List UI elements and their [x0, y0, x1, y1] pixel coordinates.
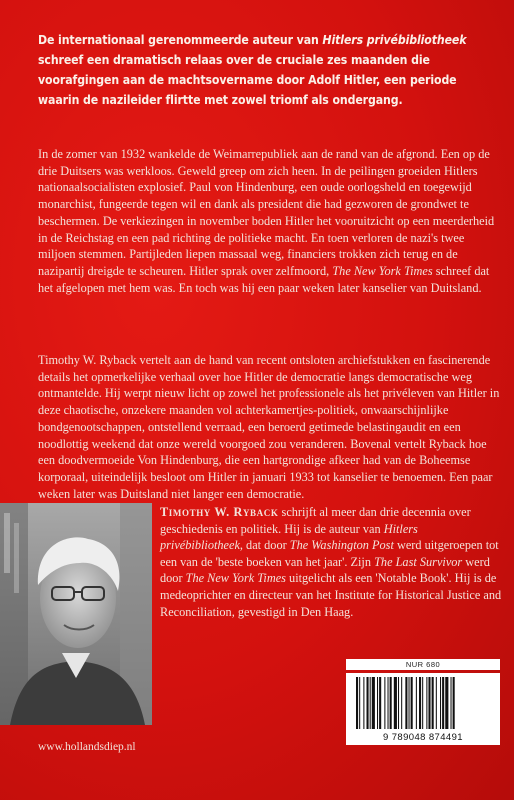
barcode-bar [390, 677, 392, 729]
summary-paragraph-1 [38, 146, 500, 296]
barcode-bar [411, 677, 413, 729]
barcode-bar [453, 677, 455, 729]
para1-text-2: schreef dat het afgelopen met hem was. En toch was hij een paar weken later kanselier van Duitsland. [38, 263, 490, 295]
lead-text-2: schreef een dramatisch relaas over de cruciale zes maanden die voorafgingen aan de machtsovername door Adolf Hitler, een periode waarin de nazileider flirtte met zowel triomf als ondergang. [38, 53, 457, 107]
barcode-bar [440, 677, 441, 729]
barcode-bar [442, 677, 444, 729]
summary-paragraph-2: Timothy W. Ryback vertelt aan de hand van recent ontsloten archiefstukken en fascinerende details het opmerkelijke verhaal over hoe Hitler de democratie langs democratische weg ontmantelde. Hij werpt nieuw licht op zowel het professionele als het privéleven van Hitler in deze chaotische, onzekere maanden vol achterkamertjes-politiek, onwaarschijnlijke bondgenootschappen, ontstellend verraad, een beroerd getimede belastingaudit en een noodlottig weekend dat onze wereld voorgoed zou veranderen. Bovenal vertelt Ryback hoe een doodvermoeide Von Hindenburg, die een hartgrondige afkeer had van de Boheemse korporaal, uiteindelijk besloot om Hitler in januari 1933 tot kanselier te benoemen. Een paar weken later was Duitsland niet langer een democratie. [38, 353, 500, 501]
barcode-bar [356, 677, 358, 729]
barcode-bar [405, 677, 407, 729]
barcode-bar [363, 677, 364, 729]
barcode-bar [367, 677, 369, 729]
author-portrait-image [0, 503, 152, 725]
barcode-bar [372, 677, 375, 729]
barcode-bar [416, 677, 417, 729]
barcode-bar [419, 677, 421, 729]
barcode-bar [432, 677, 434, 729]
bio-newspaper-2: The New York Times [185, 571, 286, 586]
barcode-bar [388, 677, 389, 729]
barcode-bar [394, 677, 397, 729]
bio-text-5: uitgelicht als een 'Notable Book'. Hij is de medeoprichter en directeur van het Institute for Historical Justice and Reconciliation, gevestigd in Den Haag. [160, 571, 502, 619]
author-photo [0, 503, 152, 725]
bio-text-4: werd door [160, 554, 490, 586]
barcode-bar [379, 677, 381, 729]
barcode-bar [428, 677, 430, 729]
barcode-bar [409, 677, 410, 729]
barcode-bar [436, 677, 437, 729]
bio-newspaper-1: The Washington Post [289, 538, 394, 553]
nur-code: NUR 680 [346, 659, 500, 670]
barcode-bar [384, 677, 385, 729]
barcode-bars [346, 673, 500, 731]
isbn-number: 9 789048 874491 [346, 731, 500, 744]
publisher-website[interactable]: www.hollandsdiep.nl [38, 741, 136, 753]
barcode-bar [377, 677, 378, 729]
bio-book-1: Hitlers privébibliotheek [160, 521, 418, 553]
bio-book-2: The Last Survivor [374, 554, 463, 569]
barcode-bar [422, 677, 423, 729]
lead-paragraph [38, 30, 498, 110]
lead-book-title: Hitlers privébibliotheek [322, 33, 467, 47]
lead-text-1: De internationaal gerenommeerde auteur van [38, 33, 323, 47]
bio-text-3: werd uitgeroepen tot een van de 'beste boeken van het jaar'. Zijn [160, 538, 499, 569]
para1-text-1: In de zomer van 1932 wankelde de Weimarrepubliek aan de rand van de afgrond. Een op de drie Duitsers was werkloos. Geweld greep om zich heen. In de peilingen groeiden Hitlers nationaalsocialisten explosief. Paul von Hindenburg, een oude oorlogsheld en toegewijd monarchist, fungeerde tegen wil en dank als president die had gezworen de grondwet te beschermen. De verkiezingen in november boden Hitler het vooruitzicht op een meerderheid in de Reichstag en een pad richting de politieke macht. En toen verloren de nazi's twee miljoen stemmen. Partijleden liepen massaal weg, financiers trokken zich terug en de nazipartij dreigde te scheuren. Hitler sprak over zelfmoord, [38, 147, 495, 278]
barcode-bar [359, 677, 360, 729]
para1-newspaper: The New York Times [332, 263, 433, 278]
barcode-bar [451, 677, 452, 729]
barcode-bar [401, 677, 402, 729]
author-name: Timothy W. Ryback [160, 505, 279, 519]
barcode-bar [398, 677, 399, 729]
bio-text-2: , dat door [239, 538, 290, 553]
bio-text-1: schrijft al meer dan drie decennia over geschiedenis en politiek. Hij is de auteur van [160, 505, 471, 536]
barcode-bar [426, 677, 427, 729]
barcode-bar [370, 677, 371, 729]
author-bio [160, 504, 502, 620]
barcode-bar [445, 677, 448, 729]
